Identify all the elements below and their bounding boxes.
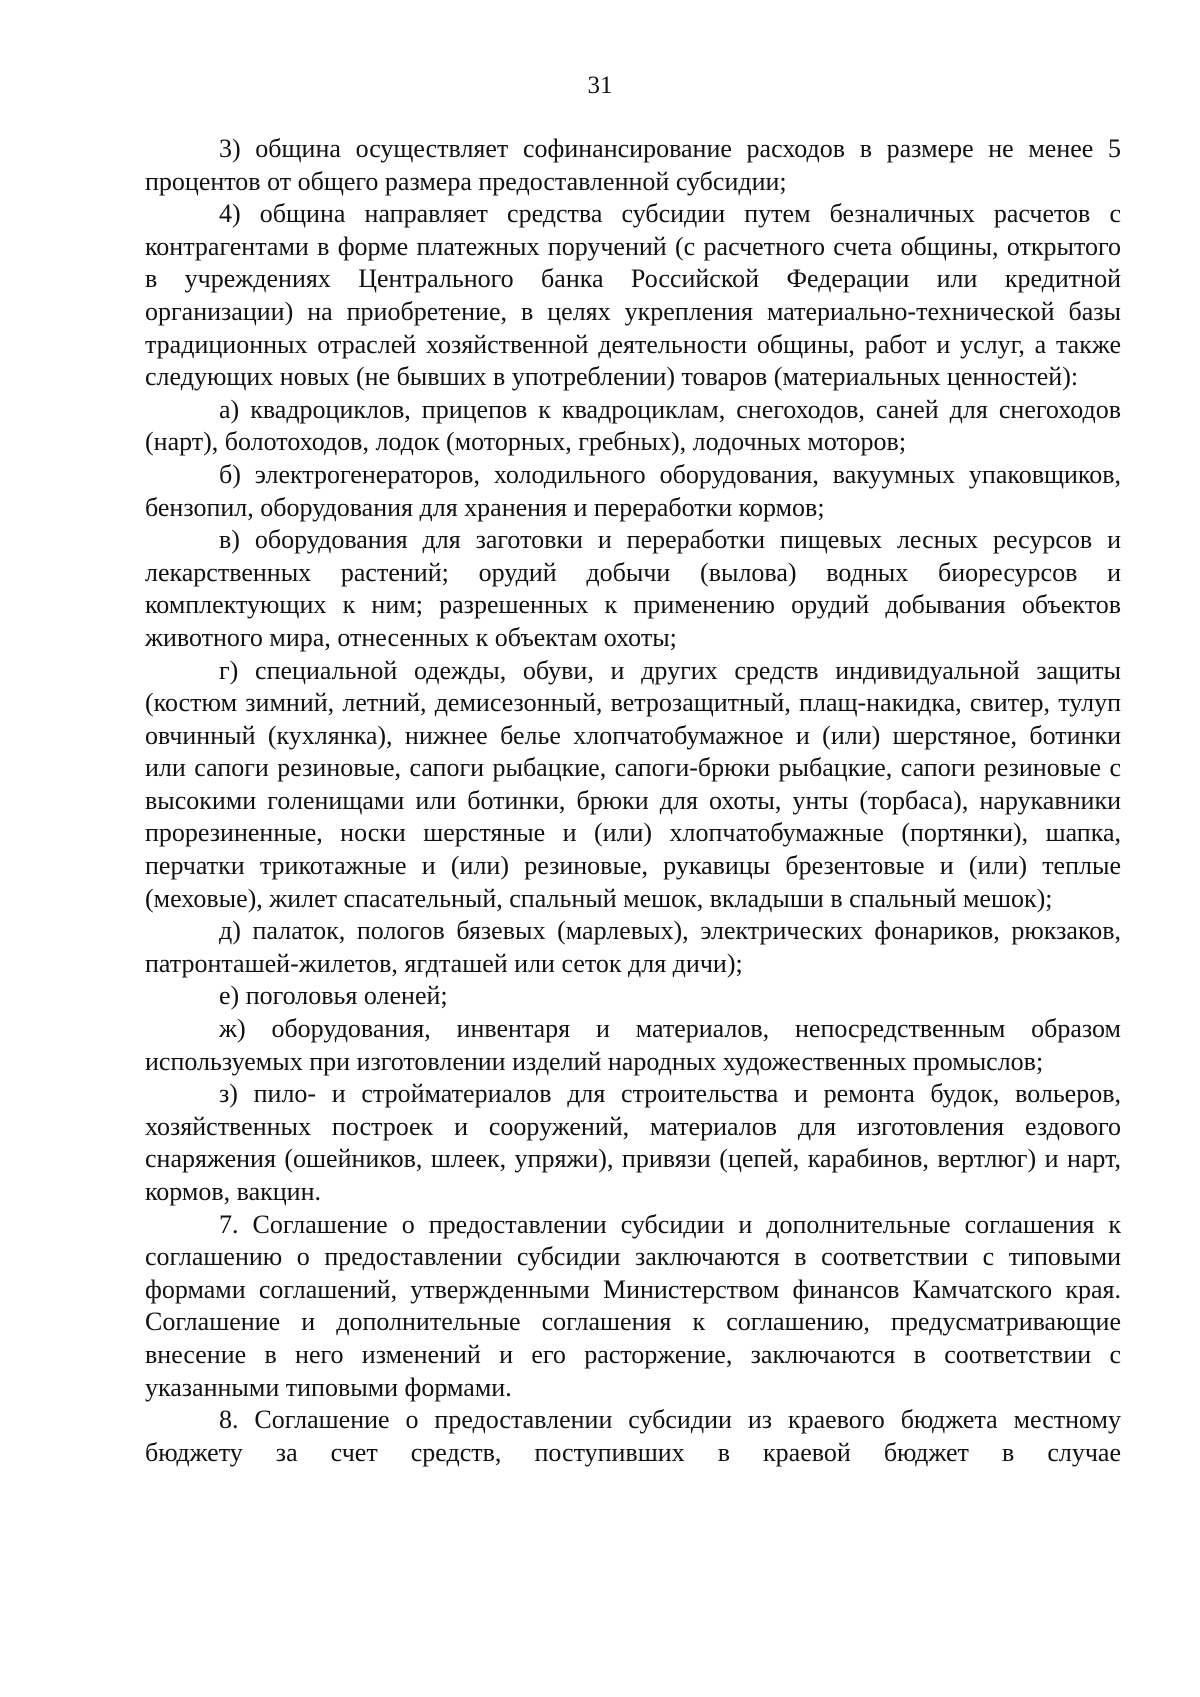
paragraph-clause-7: 7. Соглашение о предоставлении субсидии и дополнительные соглашения к соглашению о предоставлении субсидии заключаются в соответствии с типовыми формами соглашений, утвержденными Министерством финансов Камчатского края. Соглашение и дополнительные соглашения к соглашению, предусматривающие внесение в него изменений и его расторжение, заключаются в соответствии с указанными типовыми формами. xyxy=(145,1209,1121,1402)
page-number: 31 xyxy=(587,72,613,99)
paragraph-subitem-z: з) пило- и стройматериалов для строительства и ремонта будок, вольеров, хозяйственных построек и сооружений, материалов для изготовления ездового снаряжения (ошейников, шлеек, упряжи), привязи (цепей, карабинов, вертлюг) и нарт, кормов, вакцин. xyxy=(145,1079,1121,1206)
paragraph-subitem-zh: ж) оборудования, инвентаря и материалов, непосредственным образом используемых при изготовлении изделий народных художественных промыслов; xyxy=(145,1014,1121,1076)
paragraph-item-3: 3) община осуществляет софинансирование расходов в размере не менее 5 процентов от общего размера предоставленной субсидии; xyxy=(145,134,1121,196)
paragraph-subitem-a: а) квадроциклов, прицепов к квадроциклам, снегоходов, саней для снегоходов (нарт), болотоходов, лодок (моторных, гребных), лодочных моторов; xyxy=(145,394,1121,457)
paragraph-subitem-b: б) электрогенераторов, холодильного оборудования, вакуумных упаковщиков, бензопил, оборудования для хранения и переработки кормов; xyxy=(145,459,1121,522)
document-body xyxy=(145,133,1121,1469)
paragraph-clause-8: 8. Соглашение о предоставлении субсидии из краевого бюджета местному бюджету за счет средств, поступивших в краевой бюджет в случае xyxy=(145,1405,1121,1467)
paragraph-subitem-d: д) палаток, пологов бязевых (марлевых), электрических фонариков, рюкзаков, патронташей-жилетов, ягдташей или сеток для дичи); xyxy=(145,916,1121,978)
paragraph-item-4: 4) община направляет средства субсидии путем безналичных расчетов с контрагентами в форме платежных поручений (с расчетного счета общины, открытого в учреждениях Центрального банка Российской Федерации или кредитной организации) на приобретение, в целях укрепления материально-технической базы традиционных отраслей хозяйственной деятельности общины, работ и услуг, а также следующих новых (не бывших в употреблении) товаров (материальных ценностей): xyxy=(145,199,1121,392)
paragraph-subitem-v: в) оборудования для заготовки и переработки пищевых лесных ресурсов и лекарственных растений; орудий добычи (вылова) водных биоресурсов и комплектующих к ним; разрешенных к применению орудий добывания объектов животного мира, отнесенных к объектам охоты; xyxy=(145,525,1121,652)
paragraph-subitem-g: г) специальной одежды, обуви, и других средств индивидуальной защиты (костюм зимний, летний, демисезонный, ветрозащитный, плащ-накидка, свитер, тулуп овчинный (кухлянка), нижнее белье хлопчатобумажное и (или) шерстяное, ботинки или сапоги резиновые, сапоги рыбацкие, сапоги-брюки рыбацкие, сапоги резиновые с высокими голенищами или ботинки, брюки для охоты, унты (торбаса), нарукавники прорезиненные, носки шерстяные и (или) хлопчатобумажные (портянки), шапка, перчатки трикотажные и (или) резиновые, рукавицы брезентовые и (или) теплые (меховые), жилет спасательный, спальный мешок, вкладыши в спальный мешок); xyxy=(145,655,1121,913)
paragraph-subitem-e: е) поголовья оленей; xyxy=(219,981,448,1011)
